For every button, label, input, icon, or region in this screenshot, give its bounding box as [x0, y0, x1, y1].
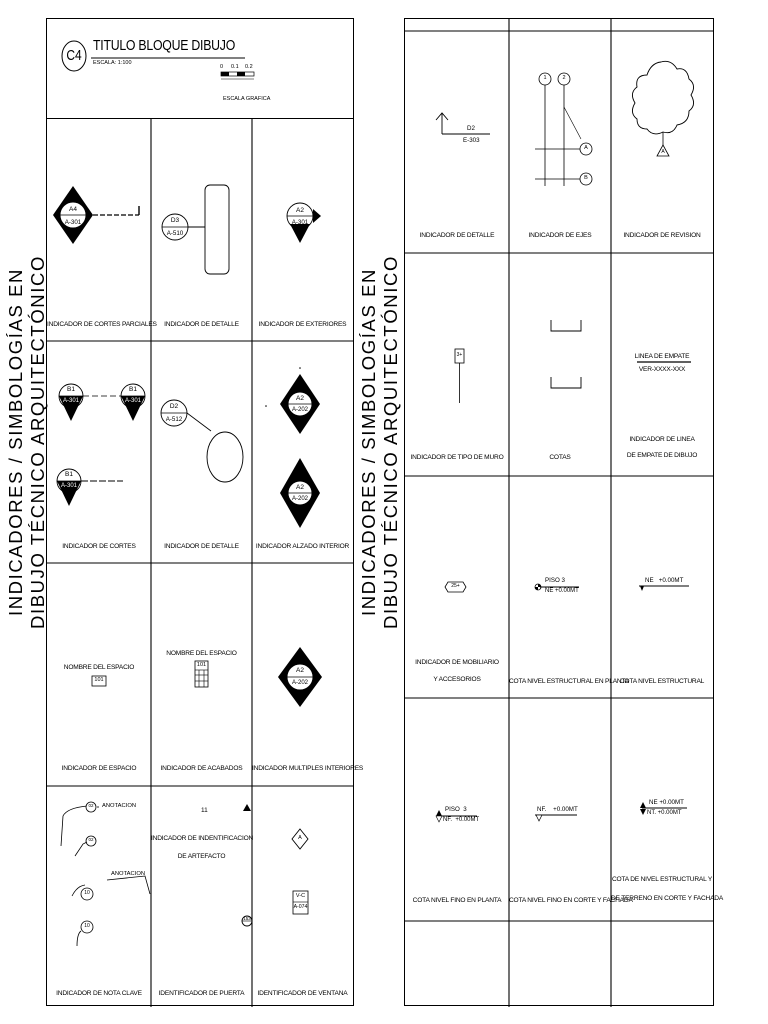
- title-block-scale: ESCALA: 1:100: [93, 60, 132, 66]
- detail-bottom: E-303: [463, 137, 480, 144]
- level-top: NE +0.00MT: [649, 799, 684, 806]
- marker-a-top: A2: [296, 395, 304, 402]
- level-bottom: NE +0.00MT: [545, 588, 579, 594]
- cell-label: COTA NIVEL ESTRUCTURAL: [619, 678, 705, 685]
- annotation-2: ANOTACION: [111, 871, 146, 877]
- cell-label: INDICADOR DE CORTES PARCIALES: [47, 321, 157, 328]
- space-number: 101: [94, 677, 104, 683]
- cell-nivel-estructural-terreno: [611, 698, 724, 921]
- door-tag-graphic: [151, 786, 252, 1007]
- cell-label: COTAS: [549, 454, 571, 461]
- cell-label: INDICADOR DE TIPO DE MURO: [410, 454, 504, 461]
- cell-label: INDICADOR DE DETALLE: [164, 321, 239, 328]
- cell-acabados: [151, 563, 252, 786]
- marker-b-bottom: A-202: [291, 496, 308, 502]
- cell-label: COTA NIVEL ESTRUCTURAL EN PLANTA: [509, 678, 630, 685]
- artifact-label-2: DE ARTEFACTO: [177, 853, 226, 860]
- cell-label: INDICADOR DE DETALLE: [164, 543, 239, 550]
- dimension-graphic: [509, 253, 611, 476]
- match-line-bottom: VER-XXXX-XXX: [638, 366, 686, 373]
- vertical-title-right: [358, 222, 402, 662]
- marker-top: D3: [170, 217, 180, 224]
- cell-mobiliario: [405, 476, 509, 698]
- marker-bottom: A-301: [64, 219, 82, 226]
- keynote-3: 10: [84, 890, 90, 896]
- multi-elevation-graphic: [252, 563, 364, 786]
- cell-nivel-estructural-planta: [509, 476, 630, 698]
- cell-detalle-1: [151, 119, 252, 341]
- marker-a-bottom: A-202: [291, 407, 308, 413]
- cell-label-1: COTA DE NIVEL ESTRUCTURAL Y: [611, 876, 713, 883]
- cell-nivel-fino-planta: [405, 698, 509, 921]
- cell-label: INDICADOR DE CORTES: [62, 543, 136, 550]
- cell-nivel-fino-corte: [509, 698, 633, 921]
- cell-label: INDICADOR MULTIPLES INTERIORES: [252, 765, 364, 772]
- marker-c-top: B1: [65, 471, 73, 478]
- cell-cortes-parciales: [47, 119, 157, 341]
- level-value: NF. +0.00MT: [537, 806, 578, 813]
- cell-detalle-r: [405, 31, 509, 253]
- cell-label: INDICADOR DE NOTA CLAVE: [56, 990, 142, 997]
- marker-a-top: B1: [67, 386, 75, 393]
- marker-bottom: A-301: [291, 219, 309, 226]
- cell-ejes: [509, 31, 611, 253]
- marker-a-bottom: A-301: [62, 398, 79, 404]
- cell-label: INDICADOR ALZADO INTERIOR: [255, 543, 350, 550]
- window-top: V-C: [295, 893, 306, 899]
- cell-ventana: [252, 786, 353, 1007]
- cell-label: INDICADOR DE ESPACIO: [61, 765, 137, 772]
- elevation-marker-graphic: [252, 341, 353, 563]
- cell-label: INDICADOR DE EXTERIORES: [258, 321, 347, 328]
- right-sheet: [404, 18, 724, 1006]
- cell-linea-empate: [611, 253, 713, 476]
- vertical-title-line1: INDICADORES / SIMBOLOGÍAS EN: [5, 267, 26, 617]
- cell-label: IDENTIFICADOR DE VENTANA: [257, 990, 348, 997]
- cell-cotas: [509, 253, 611, 476]
- keynote-graphic: [47, 786, 151, 1007]
- marker-b-top: A2: [296, 484, 304, 491]
- cell-puerta: [151, 786, 252, 1007]
- marker-c-bottom: A-301: [60, 483, 77, 489]
- cell-alzado-interior: [252, 341, 353, 563]
- cell-label-1: INDICADOR DE LINEA: [629, 436, 695, 443]
- space-name: NOMBRE DEL ESPACIO: [63, 664, 135, 671]
- left-sheet: [46, 18, 364, 1006]
- title-block-code: C4: [66, 47, 82, 64]
- annotation-1: ANOTACION: [102, 803, 137, 809]
- axis-2: 2: [562, 75, 566, 81]
- cell-label: INDICADOR DE DETALLE: [419, 232, 495, 239]
- cell-label: INDICADOR DE ACABADOS: [160, 765, 243, 772]
- marker-top: A2: [296, 207, 304, 214]
- finish-tag-graphic: [151, 563, 252, 786]
- level-bottom: NT. +0.00MT: [647, 810, 682, 816]
- cut-marker-graphic: [47, 341, 151, 563]
- cell-label-1: INDICADOR DE MOBILIARIO: [415, 659, 499, 666]
- scale-mark-0: 0: [220, 64, 224, 70]
- cell-nivel-estructural: [611, 476, 713, 698]
- cell-espacio: [47, 563, 151, 786]
- level-marker-graphic: [611, 476, 713, 698]
- vertical-title-line1: INDICADORES / SIMBOLOGÍAS EN: [358, 267, 379, 617]
- marker-top: A2: [296, 667, 304, 674]
- space-name: NOMBRE DEL ESPACIO: [166, 650, 237, 657]
- cell-label: IDENTIFICADOR DE PUERTA: [158, 990, 245, 997]
- cell-label: INDICADOR DE REVISION: [623, 232, 701, 239]
- exterior-marker-graphic: [252, 119, 353, 341]
- detail-arrow-graphic: [405, 31, 509, 253]
- detail-marker-graphic: [151, 341, 252, 563]
- graphic-scale-label: ESCALA GRAFICA: [223, 96, 271, 102]
- axis-a: A: [584, 145, 588, 151]
- cell-label-2: Y ACCESORIOS: [433, 676, 481, 683]
- level-value: NE +0.00MT: [645, 577, 684, 584]
- cell-multiples-interiores: [252, 563, 364, 786]
- level-top: PISO 3: [445, 806, 467, 813]
- artifact-number: 11: [201, 807, 208, 814]
- wall-tag-graphic: [405, 253, 509, 476]
- cell-tipo-muro: [405, 253, 509, 476]
- space-tag-graphic: [47, 563, 151, 786]
- furniture-number: 25+: [451, 583, 460, 589]
- level-top: PISO 3: [545, 577, 565, 584]
- vertical-title-line2: DIBUJO TÉCNICO ARQUITECTÓNICO: [27, 255, 48, 629]
- cell-detalle-2: [151, 341, 252, 563]
- scale-mark-2: 0.2: [245, 64, 253, 70]
- marker-bottom: A-512: [165, 416, 183, 423]
- section-marker-graphic: [47, 119, 157, 341]
- axis-b: B: [584, 175, 588, 181]
- keynote-1: 02: [88, 803, 94, 808]
- level-marker-graphic: [509, 476, 630, 698]
- marker-b-top: B1: [129, 386, 137, 393]
- cell-exteriores: [252, 119, 353, 341]
- axis-1: 1: [543, 75, 547, 81]
- revision-cloud-graphic: [611, 31, 713, 253]
- vertical-title-left: [5, 222, 49, 662]
- cell-label-2: DE EMPATE DE DIBUJO: [626, 452, 698, 459]
- cell-nota-clave: [47, 786, 151, 1007]
- cell-label: INDICADOR DE EJES: [528, 232, 592, 239]
- marker-top: D2: [169, 403, 179, 410]
- vertical-title-line2: DIBUJO TÉCNICO ARQUITECTÓNICO: [380, 255, 401, 629]
- door-number: 153: [243, 916, 251, 921]
- match-line-top: LINEA DE EMPATE: [634, 353, 690, 360]
- level-bottom: NF. +0.00MT: [443, 817, 480, 823]
- cell-revision: [611, 31, 713, 253]
- scale-mark-1: 0.1: [231, 64, 239, 70]
- marker-bottom: A-202: [291, 680, 308, 686]
- artifact-label-1: INDICADOR DE INDENTIFICACION: [151, 835, 254, 842]
- cell-label: COTA NIVEL FINO EN PLANTA: [412, 897, 502, 904]
- revision-letter: A: [661, 149, 665, 155]
- empty-row: [405, 921, 713, 1007]
- diamond-letter: A: [298, 835, 302, 841]
- axes-graphic: [509, 31, 611, 253]
- window-bottom: A-074: [293, 904, 308, 910]
- title-block-title: TITULO BLOQUE DIBUJO: [93, 37, 236, 54]
- cell-cortes: [47, 341, 151, 563]
- keynote-2: 02: [88, 837, 94, 842]
- detail-top: D2: [467, 125, 475, 132]
- marker-top: A4: [69, 206, 77, 213]
- wall-type: 3+: [456, 352, 463, 358]
- keynote-4: 10: [84, 923, 90, 929]
- space-number: 101: [196, 662, 207, 668]
- marker-b-bottom: A-301: [124, 398, 141, 404]
- marker-bottom: A-510: [166, 230, 184, 237]
- cell-label: COTA NIVEL FINO EN CORTE Y FACHADA: [509, 897, 633, 904]
- cell-label-2: DE TERRENO EN CORTE Y FACHADA: [611, 895, 724, 902]
